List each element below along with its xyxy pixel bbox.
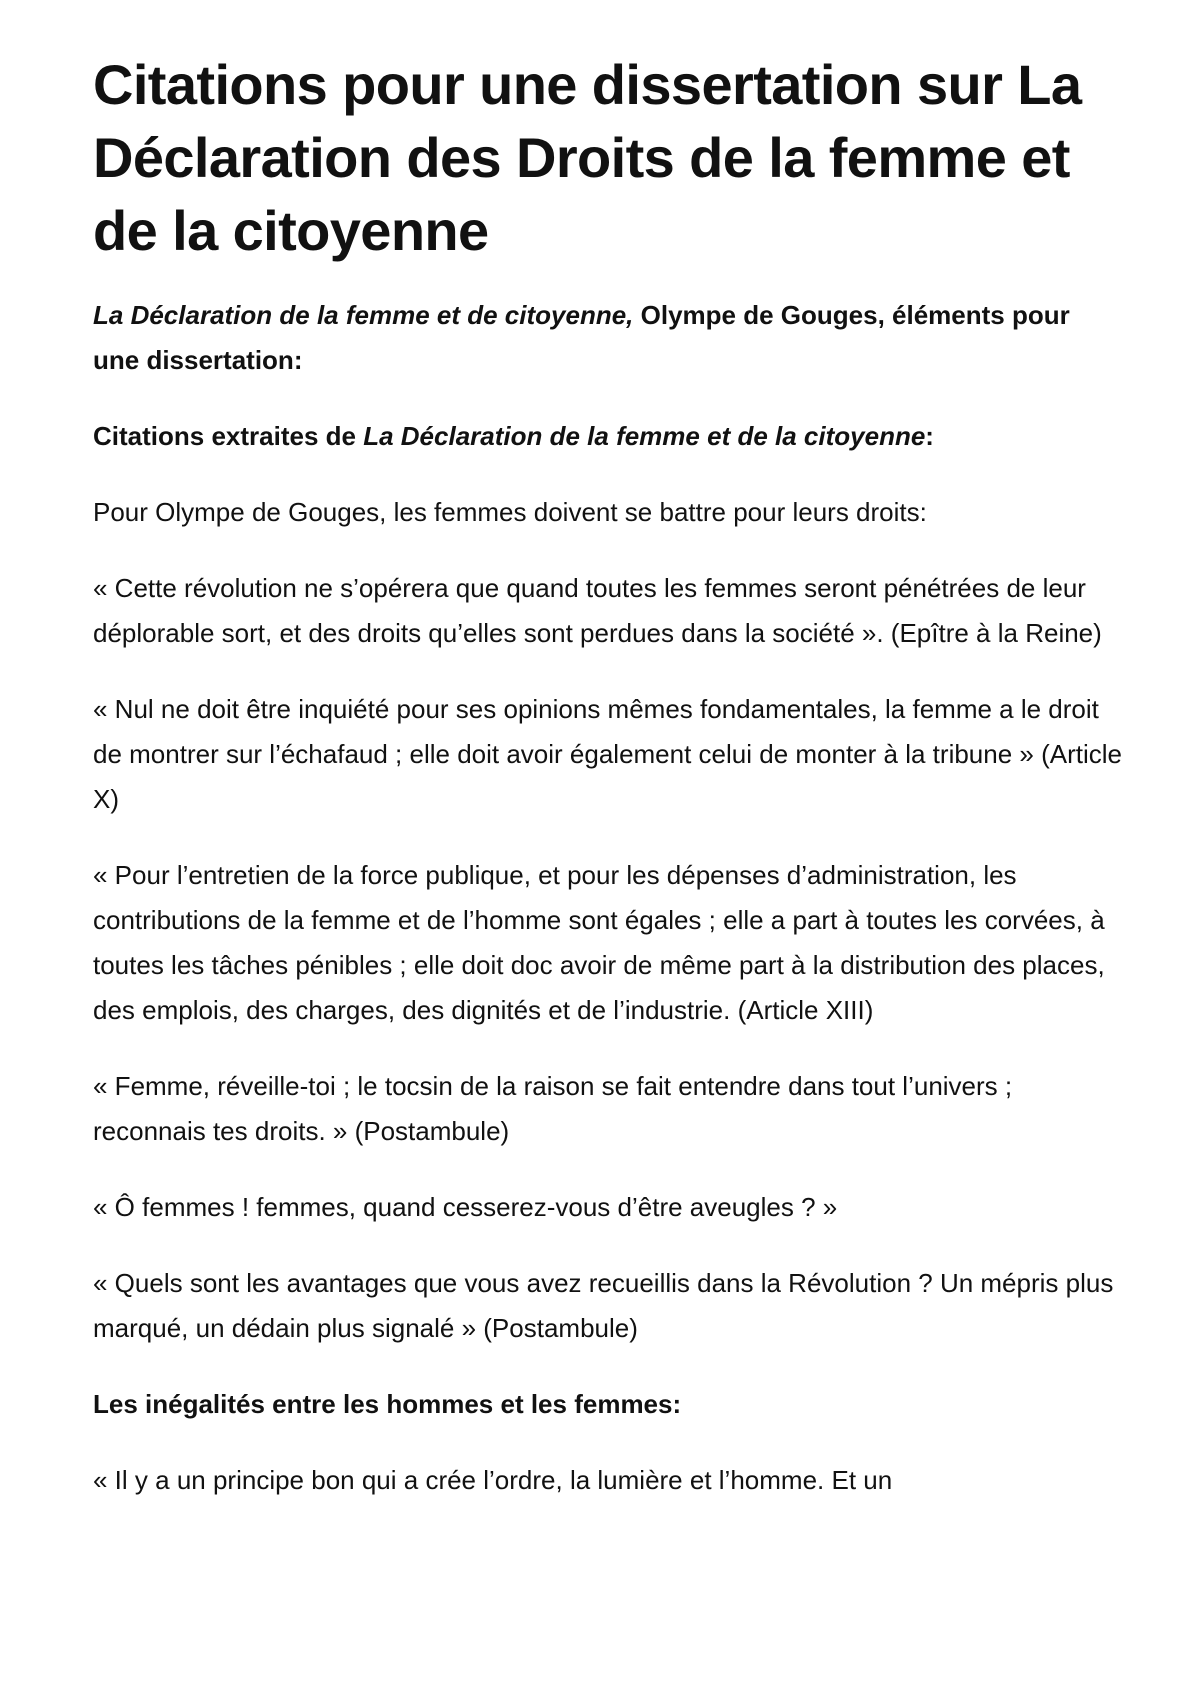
page-title: Citations pour une dissertation sur La Déclaration des Droits de la femme et de la citoyenne <box>93 53 1082 262</box>
section-heading-citations <box>93 414 1123 459</box>
document-page <box>93 48 1123 1503</box>
intro-work-title: La Déclaration de la femme et de citoyenne, <box>93 300 634 330</box>
quote-paragraph: « Nul ne doit être inquiété pour ses opinions mêmes fondamentales, la femme a le droit de montrer sur l’échafaud ; elle doit avoir également celui de monter à la tribune » (Article X) <box>93 694 1122 814</box>
quote-paragraph-partial: « Il y a un principe bon qui a crée l’ordre, la lumière et l’homme. Et un <box>93 1465 893 1495</box>
intro-paragraph <box>93 293 1123 383</box>
quote-paragraph: « Quels sont les avantages que vous avez recueillis dans la Révolution ? Un mépris plus marqué, un dédain plus signalé » (Postambule) <box>93 1268 1114 1343</box>
quote-paragraph: « Ô femmes ! femmes, quand cesserez-vous d’être aveugles ? » <box>93 1192 838 1222</box>
quote-paragraph: « Cette révolution ne s’opérera que quand toutes les femmes seront pénétrées de leur déplorable sort, et des droits qu’elles sont perdues dans la société ». (Epître à la Reine) <box>93 573 1102 648</box>
section-heading-prefix: Citations extraites de <box>93 421 364 451</box>
section-heading-inequalities: Les inégalités entre les hommes et les femmes: <box>93 1389 682 1419</box>
quote-paragraph: « Femme, réveille-toi ; le tocsin de la raison se fait entendre dans tout l’univers ; reconnais tes droits. » (Postambule) <box>93 1071 1013 1146</box>
section-heading-suffix: : <box>925 421 934 451</box>
intro-rest: Olympe de Gouges, éléments pour une dissertation: <box>93 300 1070 375</box>
lead-paragraph: Pour Olympe de Gouges, les femmes doivent se battre pour leurs droits: <box>93 497 927 527</box>
quote-paragraph: « Pour l’entretien de la force publique, et pour les dépenses d’administration, les contributions de la femme et de l’homme sont égales ; elle a part à toutes les corvées, à toutes les tâches pénibles ; elle doit doc avoir de même part à la distribution des places, des emplois, des charges, des dignités et de l’industrie. (Article XIII) <box>93 860 1105 1025</box>
section-heading-work-title: La Déclaration de la femme et de la citoyenne <box>363 421 926 451</box>
